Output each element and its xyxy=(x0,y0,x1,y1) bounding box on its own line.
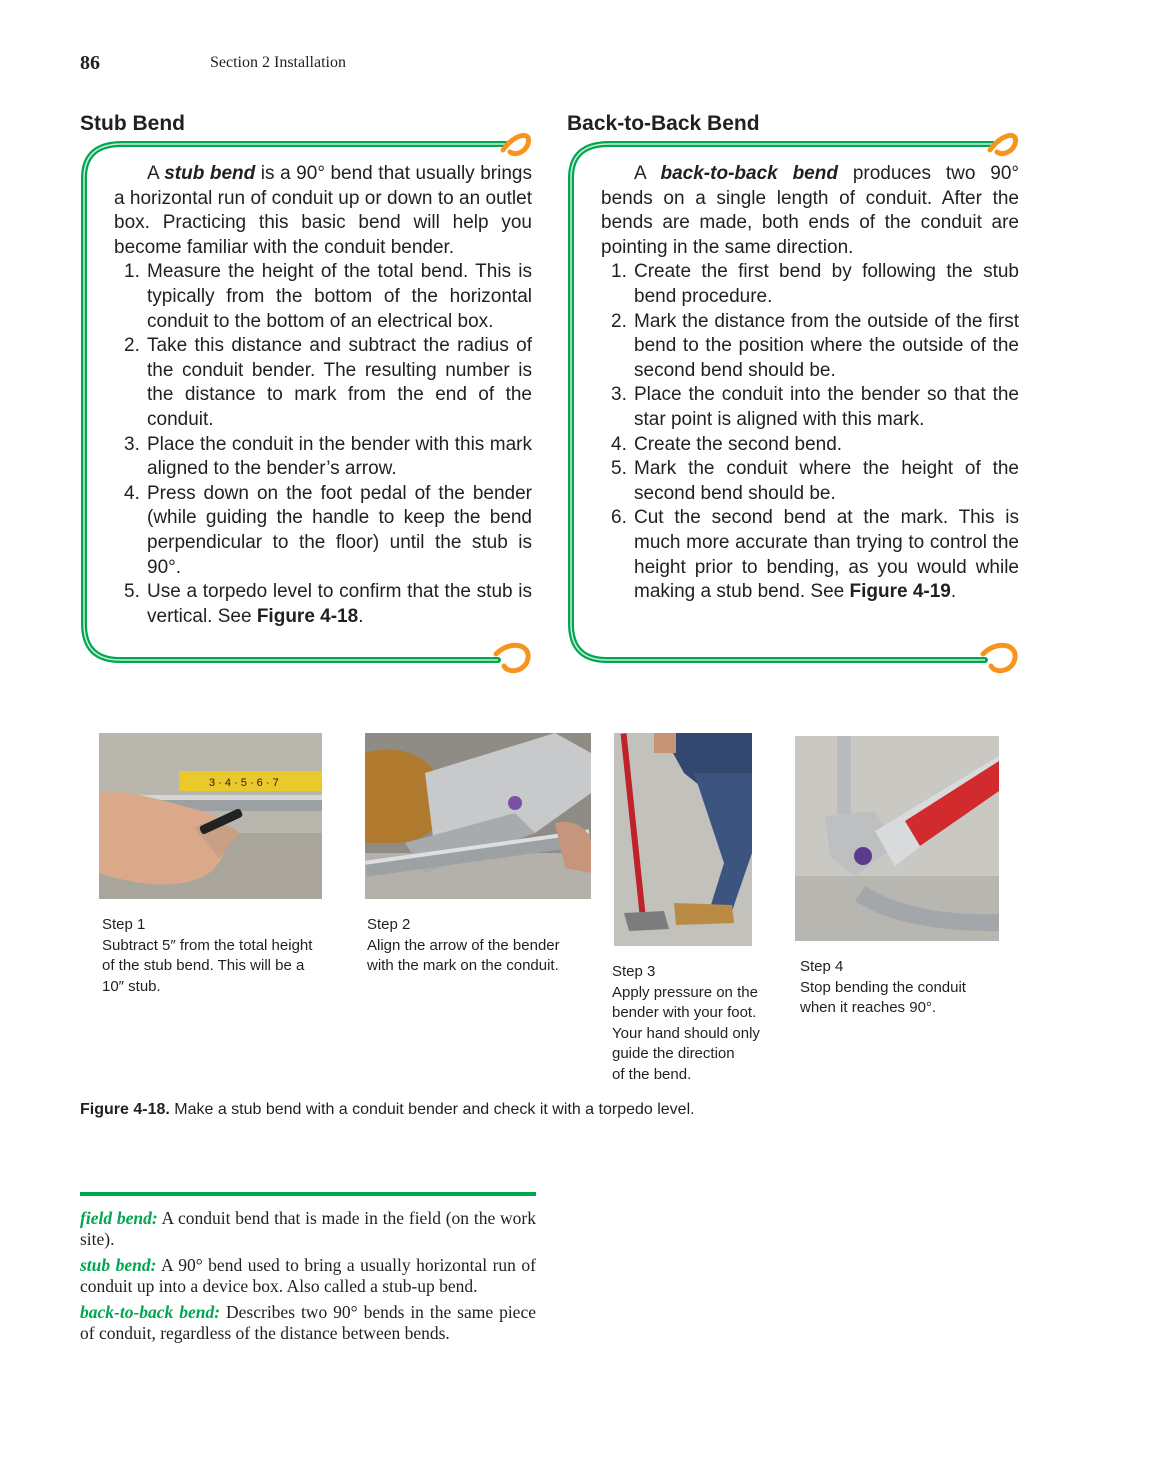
conduit-end-icon xyxy=(496,645,528,670)
glossary xyxy=(80,1208,536,1349)
step-4-caption: Step 4 Stop bending the conduit when it reaches 90°. xyxy=(800,958,966,1016)
page-number: 86 xyxy=(80,52,100,74)
step-1-caption: Step 1 Subtract 5″ from the total height of the stub bend. This will be a 10″ stub. xyxy=(102,916,313,995)
back-to-back-bend-intro: A back-to-back bend produces two 90° bends on a single length of conduit. After the bends are made, both ends of the conduit are pointing in the same direction. xyxy=(601,163,1020,258)
svg-text:3 · 4 · 5 · 6 · 7: 3 · 4 · 5 · 6 · 7 xyxy=(209,777,279,789)
list-item: 4. Create the second bend. xyxy=(611,433,843,455)
conduit-end-icon xyxy=(503,135,529,153)
list-item: 4. Press down on the foot pedal of the bender (while guiding the handle to keep the bend perpendicular to the floor) until the stub is 90°. xyxy=(124,482,532,578)
list-item: 3. Place the conduit into the bender so that the star point is aligned with this mark. xyxy=(611,384,1019,430)
conduit-end-icon xyxy=(983,645,1015,670)
figure-reference: Figure 4-18 xyxy=(256,605,359,627)
step-3-photo xyxy=(614,733,752,946)
back-to-back-bend-steps xyxy=(611,260,1019,604)
list-item: 5. Mark the conduit where the height of the second bend should be. xyxy=(611,458,1019,504)
list-item: 6. Cut the second bend at the mark. This is much more accurate than trying to control the height prior to bending, as you would while making a stub bend. See Figure 4-19. xyxy=(611,507,1019,603)
list-item: 1. Create the first bend by following the stub bend procedure. xyxy=(611,261,1019,307)
list-item: 2. Take this distance and subtract the radius of the conduit bender. The resulting number is the distance to mark from the end of the conduit. xyxy=(124,335,532,430)
glossary-divider xyxy=(80,1192,536,1196)
list-item: 1. Measure the height of the total bend. This is typically from the bottom of the horizontal conduit to the bottom of an electrical box. xyxy=(124,261,532,332)
figure-reference: Figure 4-19 xyxy=(849,581,951,603)
stub-bend-steps xyxy=(124,260,532,629)
list-item: 5. Use a torpedo level to confirm that the stub is vertical. See Figure 4-18. xyxy=(124,581,532,627)
list-item: 2. Mark the distance from the outside of the first bend to the position where the outside of the second bend should be. xyxy=(611,310,1019,381)
stub-bend-intro: A stub bend is a 90° bend that usually brings a horizontal run of conduit up or down to an outlet box. Practicing this basic bend will help you become familiar with the conduit bender. xyxy=(114,163,532,258)
section-label: Section 2 Installation xyxy=(210,54,346,71)
glossary-entry: field bend: A conduit bend that is made in the field (on the work site). xyxy=(80,1208,536,1249)
back-to-back-bend-box xyxy=(565,128,1025,678)
step-1-photo xyxy=(99,733,322,899)
list-item: 3. Place the conduit in the bender with this mark aligned to the bender’s arrow. xyxy=(124,433,532,480)
glossary-entry: stub bend: A 90° bend used to bring a usually horizontal run of conduit up into a device box. Also called a stub-up bend. xyxy=(80,1255,536,1296)
stub-bend-title: Stub Bend xyxy=(80,112,185,135)
back-to-back-bend-text xyxy=(601,162,1019,605)
glossary-entry: back-to-back bend: Describes two 90° bends in the same piece of conduit, regardless of the distance between bends. xyxy=(80,1302,536,1343)
step-3-caption: Step 3 Apply pressure on the bender with your foot. Your hand should only guide the direction of the bend. xyxy=(612,963,760,1083)
stub-bend-box xyxy=(78,128,538,678)
step-2-caption: Step 2 Align the arrow of the bender with the mark on the conduit. xyxy=(367,916,560,974)
step-4-photo xyxy=(795,736,999,941)
back-to-back-bend-title: Back-to-Back Bend xyxy=(567,112,760,135)
conduit-end-icon xyxy=(990,135,1016,153)
step-2-photo xyxy=(365,733,591,899)
figure-caption: Figure 4-18. Make a stub bend with a conduit bender and check it with a torpedo level. xyxy=(80,1101,695,1118)
stub-bend-text xyxy=(114,162,532,629)
